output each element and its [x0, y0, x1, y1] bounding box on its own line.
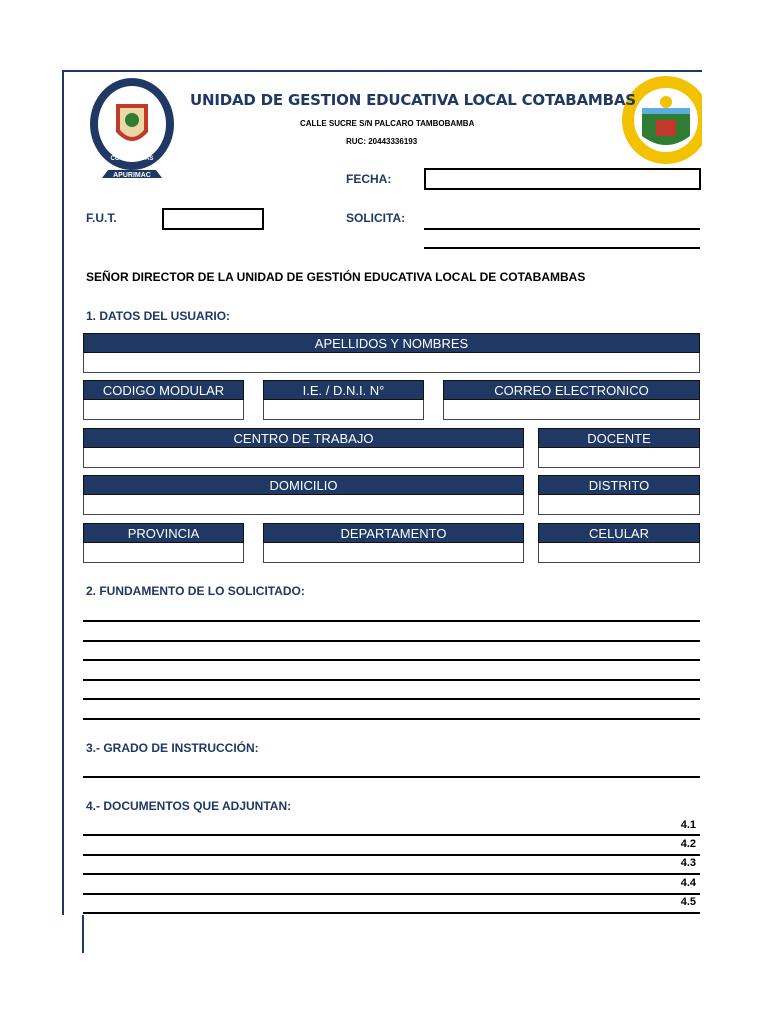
section2-title: 2. FUNDAMENTO DE LO SOLICITADO: — [86, 584, 305, 598]
doc-line-3[interactable] — [83, 873, 700, 875]
fecha-label: FECHA: — [346, 172, 392, 186]
doc-line-5[interactable] — [83, 912, 700, 914]
solicita-line-2[interactable] — [424, 247, 700, 249]
fundamento-line-4[interactable] — [83, 679, 700, 681]
apellidos-header: APELLIDOS Y NOMBRES — [83, 333, 700, 353]
addressee-text: SEÑOR DIRECTOR DE LA UNIDAD DE GESTIÓN EDUCATIVA LOCAL DE COTABAMBAS — [86, 270, 586, 284]
fundamento-line-3[interactable] — [83, 659, 700, 661]
fut-field[interactable] — [162, 208, 264, 230]
domicilio-field[interactable] — [83, 495, 524, 515]
ie-dni-field[interactable] — [263, 400, 424, 420]
codigo-modular-header: CODIGO MODULAR — [83, 380, 244, 400]
domicilio-header: DOMICILIO — [83, 475, 524, 495]
section3-title: 3.- GRADO DE INSTRUCCIÓN: — [86, 741, 259, 755]
doc-line-2[interactable] — [83, 854, 700, 856]
departamento-field[interactable] — [263, 543, 524, 563]
page-title: UNIDAD DE GESTION EDUCATIVA LOCAL COTABAMBAS — [190, 91, 636, 109]
provincia-field[interactable] — [83, 543, 244, 563]
fecha-field[interactable] — [424, 168, 701, 190]
ruc-text: RUC: 20443336193 — [346, 137, 418, 146]
fundamento-line-1[interactable] — [83, 620, 700, 622]
doc-item-number: 4.4 — [680, 877, 696, 889]
address-text: CALLE SUCRE S/N PALCARO TAMBOBAMBA — [300, 119, 475, 128]
left-logo-banner-text: APURIMAC — [113, 172, 151, 179]
correo-field[interactable] — [443, 400, 700, 420]
celular-header: CELULAR — [538, 523, 700, 543]
ugel-logo — [86, 74, 182, 186]
docente-field[interactable] — [538, 448, 700, 468]
solicita-line-1[interactable] — [424, 228, 700, 230]
doc-item-number: 4.1 — [680, 819, 696, 831]
gobierno-regional-logo — [616, 74, 702, 166]
provincia-header: PROVINCIA — [83, 523, 244, 543]
distrito-field[interactable] — [538, 495, 700, 515]
docente-header: DOCENTE — [538, 428, 700, 448]
doc-line-1[interactable] — [83, 834, 700, 836]
distrito-header: DISTRITO — [538, 475, 700, 495]
centro-trabajo-header: CENTRO DE TRABAJO — [83, 428, 524, 448]
fut-label: F.U.T. — [86, 211, 117, 225]
top-border-line — [62, 70, 702, 72]
celular-field[interactable] — [538, 543, 700, 563]
solicita-label: SOLICITA: — [346, 211, 406, 225]
codigo-modular-field[interactable] — [83, 400, 244, 420]
centro-trabajo-field[interactable] — [83, 448, 524, 468]
section4-title: 4.- DOCUMENTOS QUE ADJUNTAN: — [86, 799, 292, 813]
apellidos-field[interactable] — [83, 353, 700, 373]
correo-header: CORREO ELECTRONICO — [443, 380, 700, 400]
doc-item-number: 4.5 — [680, 896, 696, 908]
left-border-line — [62, 70, 64, 915]
grado-line[interactable] — [83, 776, 700, 778]
left-logo-bottom-text: COTABAMBAS — [110, 156, 154, 162]
doc-item-number: 4.3 — [680, 857, 696, 869]
ie-dni-header: I.E. / D.N.I. N° — [263, 380, 424, 400]
section1-title: 1. DATOS DEL USUARIO: — [86, 309, 231, 323]
departamento-header: DEPARTAMENTO — [263, 523, 524, 543]
fundamento-line-5[interactable] — [83, 698, 700, 700]
left-border-line-lower — [82, 915, 84, 953]
doc-line-4[interactable] — [83, 893, 700, 895]
doc-item-number: 4.2 — [680, 838, 696, 850]
fundamento-line-6[interactable] — [83, 718, 700, 720]
fundamento-line-2[interactable] — [83, 640, 700, 642]
